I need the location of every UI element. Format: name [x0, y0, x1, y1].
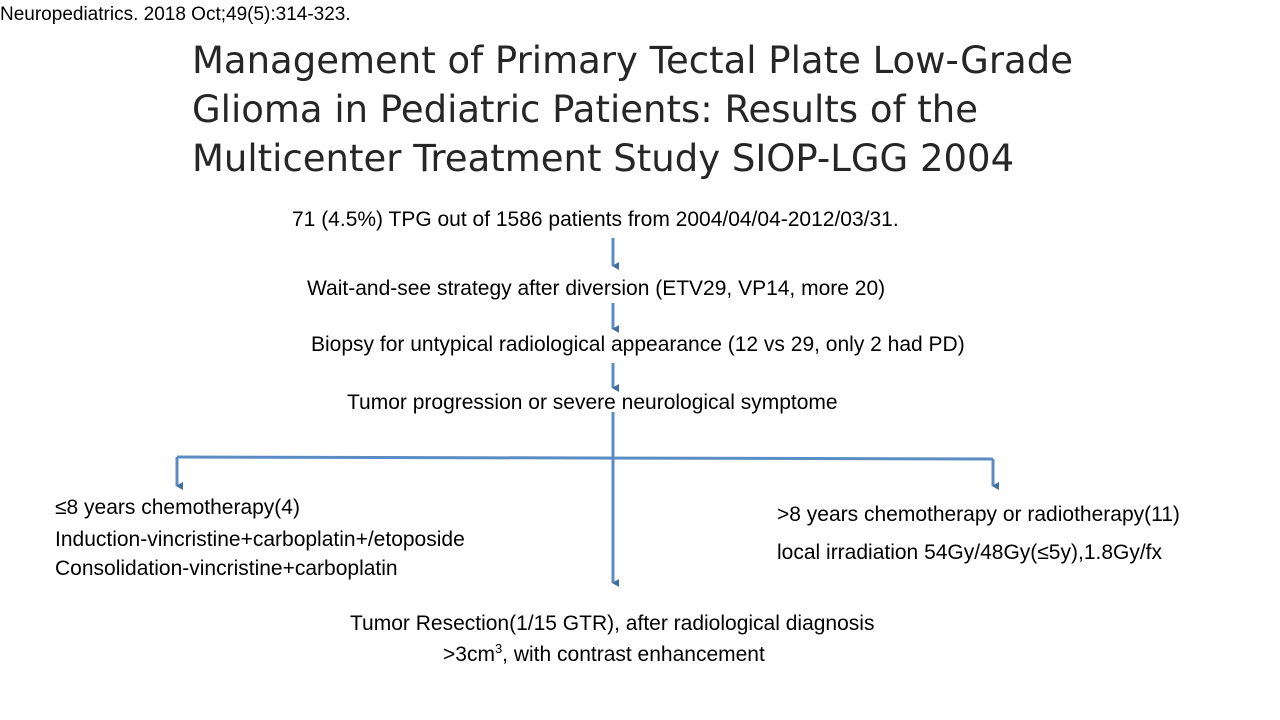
right-branch-line-1: local irradiation 54Gy/48Gy(≤5y),1.8Gy/fx: [777, 541, 1163, 564]
title-line-3: Multicenter Treatment Study SIOP-LGG 2004: [192, 137, 1015, 180]
left-branch-heading: ≤8 years chemotherapy(4): [55, 496, 300, 519]
bottom-line-2-suffix: , with contrast enhancement: [502, 643, 765, 666]
left-branch-line-2: Consolidation-vincristine+carboplatin: [55, 557, 398, 580]
branch-horizontal-bar: [177, 457, 993, 459]
bottom-line-2: [443, 641, 765, 667]
flow-step-3: Biopsy for untypical radiological appearance (12 vs 29, only 2 had PD): [311, 333, 965, 356]
title-line-1: Management of Primary Tectal Plate Low-Grade: [192, 39, 1073, 82]
title-line-2: Glioma in Pediatric Patients: Results of the: [192, 88, 978, 131]
right-branch-heading: >8 years chemotherapy or radiotherapy(11): [777, 503, 1180, 526]
flow-step-2: Wait-and-see strategy after diversion (ETV29, VP14, more 20): [307, 277, 886, 300]
flow-step-1: 71 (4.5%) TPG out of 1586 patients from 2004/04/04-2012/03/31.: [292, 208, 899, 231]
page-title: [192, 36, 1073, 183]
flow-step-4: Tumor progression or severe neurological symptome: [347, 391, 838, 414]
citation: Neuropediatrics. 2018 Oct;49(5):314-323.: [0, 4, 351, 25]
bottom-line-2-prefix: >3cm: [443, 643, 495, 666]
bottom-line-1: Tumor Resection(1/15 GTR), after radiological diagnosis: [350, 612, 875, 635]
bottom-line-2-superscript: 3: [494, 641, 503, 656]
left-branch-line-1: Induction-vincristine+carboplatin+/etoposide: [55, 528, 465, 551]
